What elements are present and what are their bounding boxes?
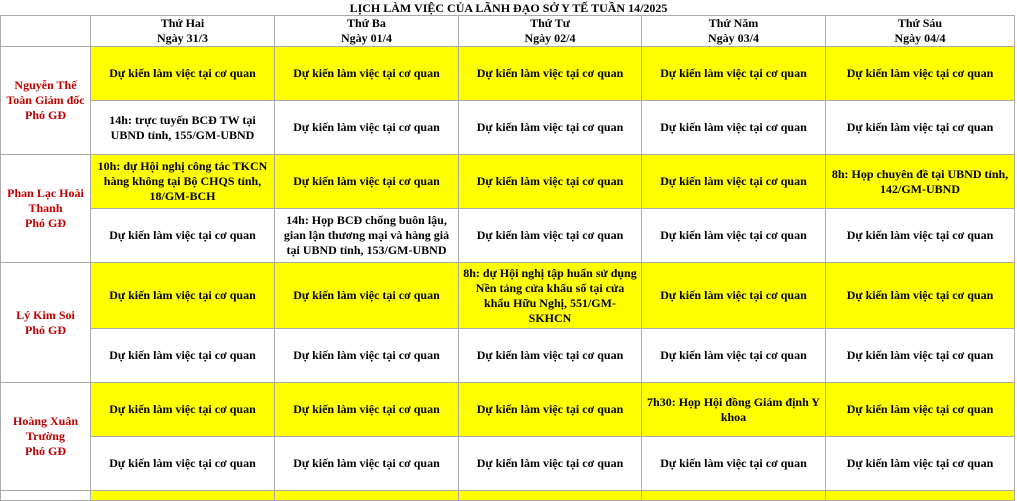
schedule-cell[interactable]: Dự kiến làm việc tại cơ quan bbox=[91, 383, 275, 437]
day-name: Thứ Ba bbox=[347, 16, 386, 30]
schedule-cell[interactable]: 8h: Họp chuyên đề tại UBND tỉnh, 142/GM-UBND bbox=[826, 155, 1015, 209]
day-date: Ngày 02/4 bbox=[524, 31, 576, 45]
schedule-cell[interactable]: Dự kiến làm việc tại cơ quan bbox=[826, 437, 1015, 491]
day-header bbox=[826, 16, 1015, 47]
day-header bbox=[275, 16, 459, 47]
schedule-cell[interactable]: 14h: trực tuyến BCĐ TW tại UBND tỉnh, 155/GM-UBND bbox=[91, 101, 275, 155]
schedule-row bbox=[1, 329, 1015, 383]
schedule-cell[interactable]: Dự kiến làm việc tại cơ quan bbox=[459, 329, 642, 383]
schedule-cell bbox=[459, 491, 642, 501]
leader-name: Phan Lạc Hoài Thanh bbox=[7, 186, 84, 215]
schedule-cell[interactable]: Dự kiến làm việc tại cơ quan bbox=[275, 437, 459, 491]
schedule-cell[interactable]: Dự kiến làm việc tại cơ quan bbox=[275, 155, 459, 209]
schedule-cell[interactable]: Dự kiến làm việc tại cơ quan bbox=[826, 47, 1015, 101]
schedule-cell[interactable]: 14h: Họp BCĐ chống buôn lậu, gian lận thương mại và hàng giả tại UBND tỉnh, 153/GM-UBND bbox=[275, 209, 459, 263]
corner-cell bbox=[1, 16, 91, 47]
schedule-row-partial bbox=[1, 491, 1015, 501]
day-name: Thứ Năm bbox=[708, 16, 759, 30]
schedule-table bbox=[0, 15, 1015, 501]
leader-name: Nguyễn Thế Toàn Giám đốc bbox=[6, 78, 85, 107]
day-header bbox=[642, 16, 826, 47]
schedule-cell[interactable]: Dự kiến làm việc tại cơ quan bbox=[275, 329, 459, 383]
schedule-cell[interactable]: Dự kiến làm việc tại cơ quan bbox=[642, 209, 826, 263]
day-date: Ngày 03/4 bbox=[708, 31, 759, 45]
leader-cell bbox=[1, 383, 91, 491]
schedule-cell[interactable]: Dự kiến làm việc tại cơ quan bbox=[275, 47, 459, 101]
day-name: Thứ Tư bbox=[530, 16, 570, 30]
leader-title: Phó GĐ bbox=[24, 444, 66, 458]
leader-cell bbox=[1, 155, 91, 263]
page-title: LỊCH LÀM VIỆC CỦA LÃNH ĐẠO SỞ Y TẾ TUẦN 14/2025 bbox=[349, 1, 668, 15]
day-header bbox=[91, 16, 275, 47]
schedule-cell bbox=[826, 491, 1015, 501]
schedule-cell bbox=[91, 491, 275, 501]
schedule-cell bbox=[275, 491, 459, 501]
schedule-cell[interactable]: Dự kiến làm việc tại cơ quan bbox=[642, 47, 826, 101]
day-date: Ngày 04/4 bbox=[894, 31, 946, 45]
day-name: Thứ Hai bbox=[160, 16, 205, 30]
day-header bbox=[459, 16, 642, 47]
leader-cell bbox=[1, 263, 91, 383]
schedule-cell[interactable]: Dự kiến làm việc tại cơ quan bbox=[459, 209, 642, 263]
schedule-cell[interactable]: Dự kiến làm việc tại cơ quan bbox=[91, 209, 275, 263]
schedule-cell bbox=[642, 491, 826, 501]
schedule-row bbox=[1, 101, 1015, 155]
schedule-cell[interactable]: Dự kiến làm việc tại cơ quan bbox=[826, 209, 1015, 263]
schedule-cell[interactable]: Dự kiến làm việc tại cơ quan bbox=[459, 437, 642, 491]
schedule-cell[interactable]: Dự kiến làm việc tại cơ quan bbox=[459, 155, 642, 209]
day-date: Ngày 31/3 bbox=[157, 31, 208, 45]
schedule-cell[interactable]: Dự kiến làm việc tại cơ quan bbox=[826, 329, 1015, 383]
leader-name: Lý Kim Soi bbox=[16, 307, 75, 322]
header-row bbox=[1, 16, 1015, 47]
schedule-cell[interactable]: Dự kiến làm việc tại cơ quan bbox=[459, 47, 642, 101]
day-name: Thứ Sáu bbox=[897, 16, 943, 30]
schedule-row bbox=[1, 155, 1015, 209]
schedule-cell[interactable]: Dự kiến làm việc tại cơ quan bbox=[91, 437, 275, 491]
schedule-cell[interactable]: Dự kiến làm việc tại cơ quan bbox=[826, 263, 1015, 329]
leader-title: Phó GĐ bbox=[24, 322, 66, 337]
schedule-row bbox=[1, 383, 1015, 437]
schedule-cell[interactable]: 8h: dự Hội nghị tập huấn sử dụng Nền tảng cửa khẩu số tại cửa khẩu Hữu Nghị, 551/GM-SKHCN bbox=[459, 263, 642, 329]
schedule-cell[interactable]: 7h30: Họp Hội đồng Giám định Y khoa bbox=[642, 383, 826, 437]
leader-cell bbox=[1, 491, 91, 501]
schedule-cell[interactable]: Dự kiến làm việc tại cơ quan bbox=[459, 383, 642, 437]
schedule-row bbox=[1, 437, 1015, 491]
schedule-cell[interactable]: Dự kiến làm việc tại cơ quan bbox=[91, 263, 275, 329]
schedule-cell[interactable]: Dự kiến làm việc tại cơ quan bbox=[275, 383, 459, 437]
schedule-cell[interactable]: Dự kiến làm việc tại cơ quan bbox=[826, 383, 1015, 437]
schedule-row bbox=[1, 263, 1015, 329]
schedule-cell[interactable]: 10h: dự Hội nghị công tác TKCN hàng không tại Bộ CHQS tỉnh, 18/GM-BCH bbox=[91, 155, 275, 209]
schedule-cell[interactable]: Dự kiến làm việc tại cơ quan bbox=[826, 101, 1015, 155]
schedule-cell[interactable]: Dự kiến làm việc tại cơ quan bbox=[91, 47, 275, 101]
schedule-cell[interactable]: Dự kiến làm việc tại cơ quan bbox=[642, 329, 826, 383]
schedule-row bbox=[1, 209, 1015, 263]
schedule-cell[interactable]: Dự kiến làm việc tại cơ quan bbox=[642, 101, 826, 155]
schedule-cell[interactable]: Dự kiến làm việc tại cơ quan bbox=[642, 437, 826, 491]
schedule-row bbox=[1, 47, 1015, 101]
leader-title: Phó GĐ bbox=[24, 108, 66, 122]
day-date: Ngày 01/4 bbox=[341, 31, 392, 45]
leader-name: Hoàng Xuân Trường bbox=[12, 414, 79, 443]
schedule-cell[interactable]: Dự kiến làm việc tại cơ quan bbox=[642, 155, 826, 209]
leader-cell bbox=[1, 47, 91, 155]
schedule-cell[interactable]: Dự kiến làm việc tại cơ quan bbox=[275, 263, 459, 329]
schedule-cell[interactable]: Dự kiến làm việc tại cơ quan bbox=[642, 263, 826, 329]
schedule-cell[interactable]: Dự kiến làm việc tại cơ quan bbox=[91, 329, 275, 383]
schedule-cell[interactable]: Dự kiến làm việc tại cơ quan bbox=[275, 101, 459, 155]
schedule-cell[interactable]: Dự kiến làm việc tại cơ quan bbox=[459, 101, 642, 155]
leader-title: Phó GĐ bbox=[24, 216, 66, 230]
